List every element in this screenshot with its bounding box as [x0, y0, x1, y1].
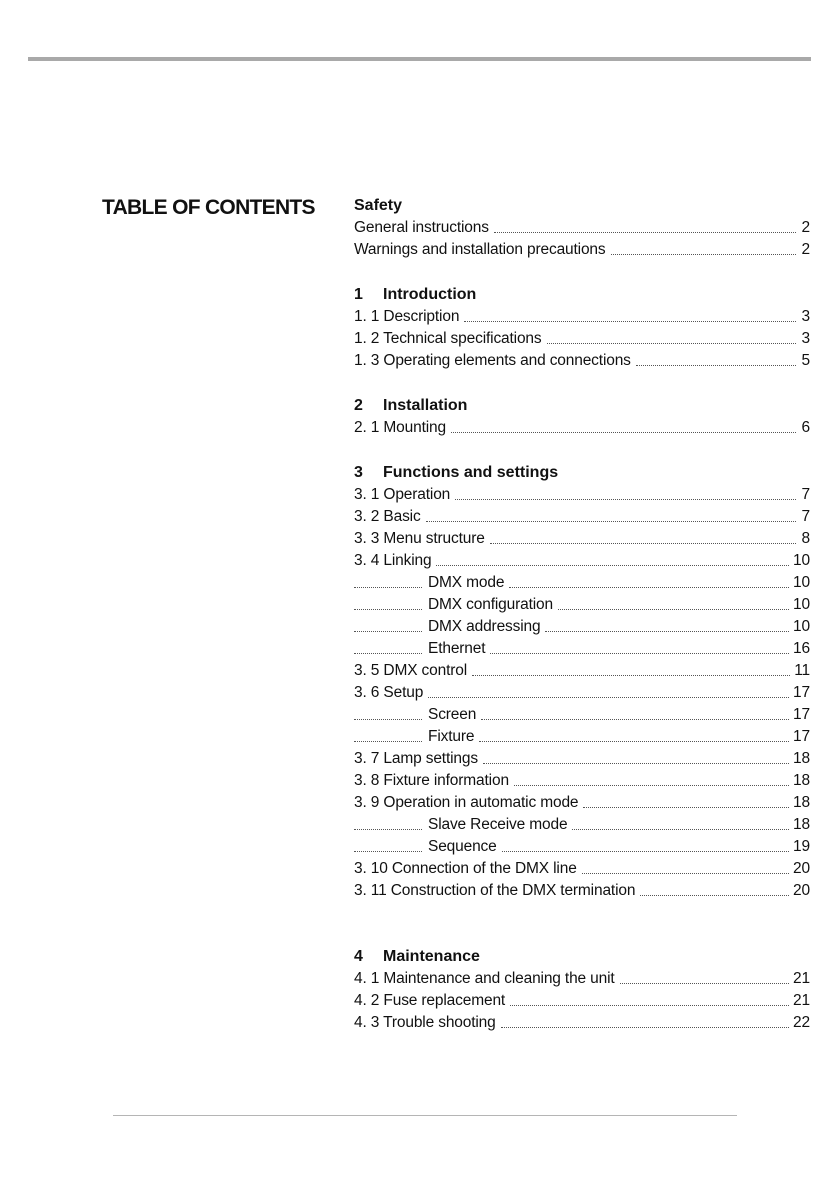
- leader-dots-left: [354, 740, 422, 742]
- leader-dots: [481, 718, 789, 720]
- entry-label: 1. 1 Description: [354, 308, 460, 325]
- entry-label: 3. 11 Construction of the DMX termination: [354, 882, 636, 899]
- entry-page-number: 20: [793, 860, 810, 877]
- leader-dots-left: [354, 630, 422, 632]
- toc-entry[interactable]: [354, 990, 810, 1012]
- entry-page-number: 18: [793, 816, 810, 833]
- leader-dots-left: [354, 608, 422, 610]
- section-title: [354, 395, 810, 417]
- entry-label: Slave Receive mode: [428, 816, 568, 833]
- toc-entry[interactable]: [354, 306, 810, 328]
- leader-dots: [583, 806, 789, 808]
- entry-label: 2. 1 Mounting: [354, 419, 446, 436]
- toc-section: [354, 284, 810, 372]
- entry-page-number: 21: [793, 992, 810, 1009]
- section-number: 1: [354, 286, 363, 303]
- toc-subentry[interactable]: [354, 814, 810, 836]
- entry-label: 1. 2 Technical specifications: [354, 330, 542, 347]
- leader-dots: [436, 564, 789, 566]
- toc-section: [354, 395, 810, 439]
- entry-label: 3. 5 DMX control: [354, 662, 468, 679]
- toc-subentry[interactable]: [354, 572, 810, 594]
- toc-entry[interactable]: [354, 858, 810, 880]
- entry-page-number: 19: [793, 838, 810, 855]
- toc-entry[interactable]: [354, 660, 810, 682]
- toc-subentry[interactable]: [354, 726, 810, 748]
- toc-section: [354, 195, 810, 261]
- entry-label: DMX mode: [428, 574, 505, 591]
- entry-label: DMX addressing: [428, 618, 541, 635]
- leader-dots: [545, 630, 789, 632]
- entry-page-number: 3: [801, 308, 810, 325]
- entry-label: Sequence: [428, 838, 497, 855]
- entry-page-number: 17: [793, 706, 810, 723]
- leader-dots: [483, 762, 789, 764]
- leader-dots-left: [354, 652, 422, 654]
- toc-entry[interactable]: [354, 1012, 810, 1034]
- entry-page-number: 17: [793, 728, 810, 745]
- entry-page-number: 3: [801, 330, 810, 347]
- toc-subentry[interactable]: [354, 704, 810, 726]
- entry-label: 3. 10 Connection of the DMX line: [354, 860, 577, 877]
- leader-dots: [510, 1004, 789, 1006]
- entry-label: 3. 1 Operation: [354, 486, 451, 503]
- section-number: 3: [354, 464, 363, 481]
- toc-entry[interactable]: [354, 968, 810, 990]
- top-rule: [28, 57, 811, 61]
- leader-dots: [490, 652, 789, 654]
- leader-dots: [558, 608, 789, 610]
- entry-label: 3. 4 Linking: [354, 552, 432, 569]
- entry-label: 3. 9 Operation in automatic mode: [354, 794, 579, 811]
- leader-dots: [640, 894, 789, 896]
- toc-entry[interactable]: [354, 417, 810, 439]
- toc-entry[interactable]: [354, 350, 810, 372]
- section-title: [354, 284, 810, 306]
- entry-label: 3. 8 Fixture information: [354, 772, 509, 789]
- toc-entry[interactable]: [354, 792, 810, 814]
- entry-label: General instructions: [354, 219, 489, 236]
- section-number: 2: [354, 397, 363, 414]
- entry-page-number: 7: [801, 508, 810, 525]
- toc-entry[interactable]: [354, 682, 810, 704]
- toc-entry[interactable]: [354, 239, 810, 261]
- entry-page-number: 18: [793, 750, 810, 767]
- leader-dots: [479, 740, 789, 742]
- leader-dots: [502, 850, 789, 852]
- leader-dots: [620, 982, 789, 984]
- entry-label: 4. 3 Trouble shooting: [354, 1014, 496, 1031]
- entry-page-number: 16: [793, 640, 810, 657]
- entry-label: 4. 1 Maintenance and cleaning the unit: [354, 970, 615, 987]
- section-title-text: Maintenance: [383, 948, 480, 965]
- entry-page-number: 6: [801, 419, 810, 436]
- entry-page-number: 10: [793, 596, 810, 613]
- toc-heading: TABLE OF CONTENTS: [102, 196, 315, 219]
- leader-dots: [572, 828, 789, 830]
- entry-label: Ethernet: [428, 640, 486, 657]
- section-title-text: Functions and settings: [383, 464, 559, 481]
- entry-page-number: 10: [793, 552, 810, 569]
- section-title: [354, 195, 810, 217]
- toc-entry[interactable]: [354, 770, 810, 792]
- entry-page-number: 18: [793, 794, 810, 811]
- toc-subentry[interactable]: [354, 594, 810, 616]
- leader-dots-left: [354, 586, 422, 588]
- leader-dots-left: [354, 828, 422, 830]
- entry-label: 3. 7 Lamp settings: [354, 750, 478, 767]
- toc-subentry[interactable]: [354, 616, 810, 638]
- toc-subentry[interactable]: [354, 638, 810, 660]
- toc-section: [354, 462, 810, 902]
- leader-dots: [490, 542, 796, 544]
- entry-page-number: 22: [793, 1014, 810, 1031]
- entry-label: Fixture: [428, 728, 475, 745]
- entry-label: Screen: [428, 706, 477, 723]
- entry-label: 3. 2 Basic: [354, 508, 421, 525]
- toc-list: [354, 195, 810, 1034]
- toc-section: [354, 946, 810, 1034]
- bottom-rule: [113, 1115, 737, 1116]
- entry-label: 3. 3 Menu structure: [354, 530, 485, 547]
- toc-entry[interactable]: [354, 217, 810, 239]
- entry-page-number: 2: [801, 241, 810, 258]
- toc-entry[interactable]: [354, 528, 810, 550]
- entry-page-number: 7: [801, 486, 810, 503]
- toc-entry[interactable]: [354, 880, 810, 902]
- leader-dots: [451, 431, 796, 433]
- entry-label: 4. 2 Fuse replacement: [354, 992, 506, 1009]
- leader-dots: [636, 364, 796, 366]
- leader-dots: [472, 674, 790, 676]
- section-title-text: Installation: [383, 397, 468, 414]
- entry-page-number: 8: [801, 530, 810, 547]
- section-title: [354, 462, 810, 484]
- entry-label: Warnings and installation precautions: [354, 241, 606, 258]
- leader-dots: [547, 342, 796, 344]
- entry-page-number: 11: [794, 662, 810, 679]
- entry-page-number: 10: [793, 618, 810, 635]
- toc-subentry[interactable]: [354, 836, 810, 858]
- entry-page-number: 21: [793, 970, 810, 987]
- toc-entry[interactable]: [354, 550, 810, 572]
- entry-page-number: 10: [793, 574, 810, 591]
- entry-page-number: 17: [793, 684, 810, 701]
- leader-dots: [582, 872, 789, 874]
- section-number: 4: [354, 948, 363, 965]
- leader-dots: [494, 231, 796, 233]
- leader-dots: [464, 320, 796, 322]
- section-title-text: Introduction: [383, 286, 477, 303]
- leader-dots-left: [354, 850, 422, 852]
- entry-label: DMX configuration: [428, 596, 553, 613]
- toc-entry[interactable]: [354, 506, 810, 528]
- entry-label: 1. 3 Operating elements and connections: [354, 352, 631, 369]
- leader-dots: [514, 784, 789, 786]
- entry-page-number: 20: [793, 882, 810, 899]
- leader-dots: [611, 253, 797, 255]
- leader-dots: [501, 1026, 789, 1028]
- section-title: [354, 946, 810, 968]
- toc-entry[interactable]: [354, 328, 810, 350]
- toc-entry[interactable]: [354, 748, 810, 770]
- leader-dots: [455, 498, 796, 500]
- entry-page-number: 18: [793, 772, 810, 789]
- entry-page-number: 5: [801, 352, 810, 369]
- leader-dots: [509, 586, 789, 588]
- leader-dots-left: [354, 718, 422, 720]
- section-title-text: Safety: [354, 197, 403, 214]
- leader-dots: [428, 696, 789, 698]
- entry-page-number: 2: [801, 219, 810, 236]
- entry-label: 3. 6 Setup: [354, 684, 424, 701]
- leader-dots: [426, 520, 796, 522]
- toc-entry[interactable]: [354, 484, 810, 506]
